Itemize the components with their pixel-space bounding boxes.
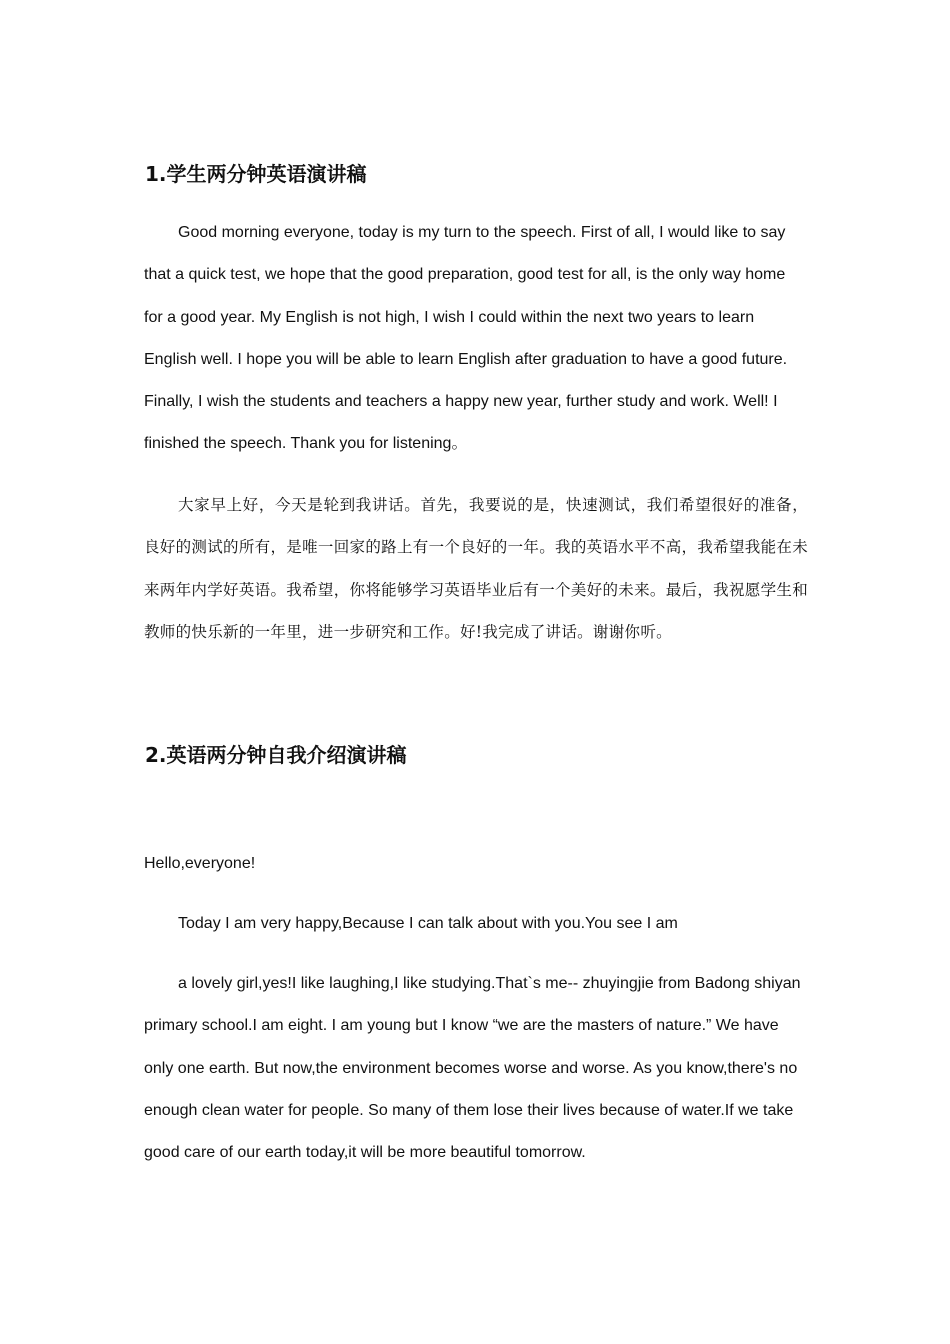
section-1-chinese-paragraph: 大家早上好，今天是轮到我讲话。首先，我要说的是，快速测试，我们希望很好的准备，良好的测试的所有，是唯一回家的路上有一个良好的一年。我的英语水平不高，我希望我能在未来两年内学好英语。我希望，你将能够学习英语毕业后有一个美好的未来。最后，我祝愿学生和教师的快乐新的一年里，进一步研究和工作。好!我完成了讲话。谢谢你听。 — [144, 496, 808, 641]
section-2-body-paragraph: a lovely girl,yes!I like laughing,I like studying.That`s me-- zhuyingjie from Badong shiyan primary school.I am eight. I am young but I know “we are the masters of nature.” We have only one earth. But now,the environment becomes worse and worse. As you know,there's no enough clean water for people. So many of them lose their lives because of water.If we take good care of our earth today,it will be more beautiful tomorrow. — [144, 975, 801, 1162]
section-1-heading: 1.学生两分钟英语演讲稿 — [145, 162, 367, 186]
section-2-greeting: Hello,everyone! — [144, 855, 256, 872]
section-2-heading: 2.英语两分钟自我介绍演讲稿 — [145, 743, 407, 767]
section-2-intro-line: Today I am very happy,Because I can talk about with you.You see I am — [178, 915, 678, 932]
section-1-english-paragraph: Good morning everyone, today is my turn to the speech. First of all, I would like to say that a quick test, we hope that the good preparation, good test for all, is the only way home for a good year. My English is not high, I wish I could within the next two years to learn English well. I hope you will be able to learn English after graduation to have a good future. Finally, I wish the students and teachers a happy new year, further study and work. Well! I finished the speech. Thank you for listening。 — [144, 224, 788, 453]
